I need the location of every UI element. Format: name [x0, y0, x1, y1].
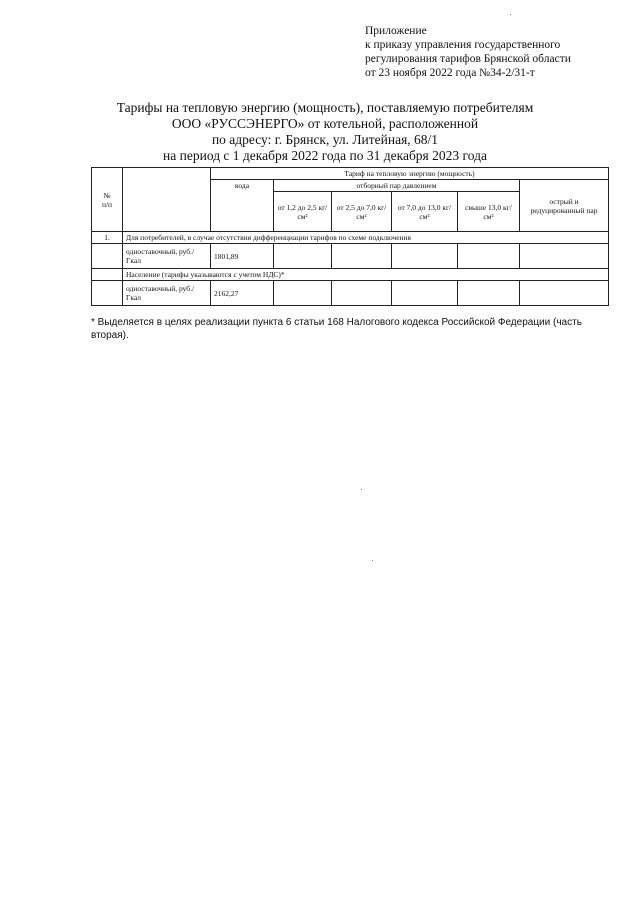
row-2-label: одноставочный, руб./Гкал [123, 281, 211, 306]
header-steam-3: от 7,0 до 13,0 кг/см² [392, 192, 458, 232]
tariff-table [91, 167, 609, 306]
scan-speck [510, 14, 511, 15]
header-group: Тариф на тепловую энергию (мощность) [211, 168, 609, 180]
section-2-label: Население (тарифы указываются с учетом НДС)* [123, 269, 609, 281]
table-row [92, 281, 609, 306]
header-empty [123, 168, 211, 232]
title-line-2: ООО «РУССЭНЕРГО» от котельной, расположенной [171, 116, 479, 131]
row-1-water: 1801,89 [211, 244, 274, 269]
header-steam-group: отборный пар давлением [274, 180, 520, 192]
row-2-water: 2162,27 [211, 281, 274, 306]
row-1-label: одноставочный, руб./Гкал [123, 244, 211, 269]
document-title [90, 100, 560, 164]
header-steam-2: от 2,5 до 7,0 кг/см² [332, 192, 392, 232]
row-2-empty [92, 281, 123, 306]
title-line-3: по адресу: г. Брянск, ул. Литейная, 68/1 [211, 132, 439, 147]
row-1-empty [92, 244, 123, 269]
header-water: вода [211, 180, 274, 232]
row-2-steam-4 [458, 281, 520, 306]
scan-speck [361, 489, 362, 490]
appendix-line-4: от 23 ноября 2022 года №34-2/31-т [365, 67, 535, 79]
row-1-sharp [520, 244, 609, 269]
scan-speck [372, 560, 373, 561]
title-line-4: на период с 1 декабря 2022 года по 31 декабря 2023 года [163, 148, 487, 163]
header-number: № п/п [92, 168, 123, 232]
row-1-steam-3 [392, 244, 458, 269]
title-line-1: Тарифы на тепловую энергию (мощность), поставляемую потребителям [116, 100, 534, 115]
row-2-steam-1 [274, 281, 332, 306]
footnote: * Выделяется в целях реализации пункта 6 статьи 168 Налогового кодекса Российской Федерации (часть вторая). [91, 317, 582, 341]
row-2-steam-2 [332, 281, 392, 306]
row-1-steam-2 [332, 244, 392, 269]
header-steam-1: от 1,2 до 2,5 кг/см² [274, 192, 332, 232]
header-sharp-steam: острый и редуцированный пар [520, 180, 609, 232]
section-1-number: 1. [92, 232, 123, 244]
appendix-line-2: к приказу управления государственного [365, 39, 561, 51]
section-1-label: Для потребителей, в случае отсутствия дифференциации тарифов по схеме подключения [123, 232, 609, 244]
header-steam-4: свыше 13,0 кг/см² [458, 192, 520, 232]
appendix-line-1: Приложение [365, 25, 427, 37]
section-2-number [92, 269, 123, 281]
row-1-steam-4 [458, 244, 520, 269]
row-2-steam-3 [392, 281, 458, 306]
appendix-line-3: регулирования тарифов Брянской области [365, 53, 571, 65]
table-row [92, 244, 609, 269]
row-2-sharp [520, 281, 609, 306]
appendix-block [365, 24, 571, 80]
row-1-steam-1 [274, 244, 332, 269]
